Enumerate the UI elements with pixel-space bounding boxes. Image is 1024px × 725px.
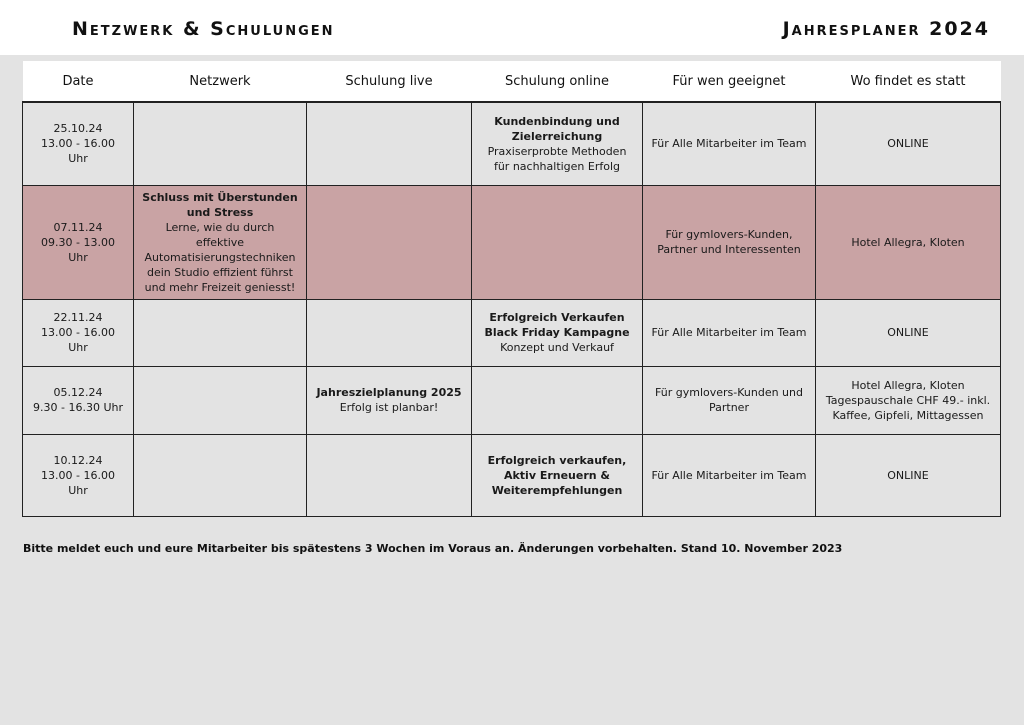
page-title: Netzwerk & Schulungen xyxy=(72,18,335,40)
schulung-online-cell xyxy=(472,434,643,516)
target-cell: Für Alle Mitarbeiter im Team xyxy=(643,434,816,516)
event-date: 05.12.24 xyxy=(53,386,103,399)
date-cell xyxy=(23,102,134,185)
schulung-live-cell xyxy=(307,366,472,434)
event-time: 9.30 - 16.30 Uhr xyxy=(33,401,123,414)
schulung-live-cell xyxy=(307,102,472,185)
location-cell: ONLINE xyxy=(816,102,1001,185)
schulung-live-cell xyxy=(307,299,472,366)
netzwerk-cell xyxy=(134,102,307,185)
column-header-schulung-online: Schulung online xyxy=(472,61,643,102)
target-cell: Für Alle Mitarbeiter im Team xyxy=(643,299,816,366)
column-header-location: Wo findet es statt xyxy=(816,61,1001,102)
session-description: Erfolg ist planbar! xyxy=(339,401,439,414)
target-cell: Für gymlovers-Kunden, Partner und Interessenten xyxy=(643,185,816,299)
date-cell xyxy=(23,366,134,434)
table-row xyxy=(23,102,1001,185)
table-row xyxy=(23,299,1001,366)
session-description: Konzept und Verkauf xyxy=(500,341,614,354)
schedule-table xyxy=(22,61,1001,517)
table-row-highlighted xyxy=(23,185,1001,299)
session-title: Erfolgreich Verkaufen Black Friday Kampagne xyxy=(484,311,630,339)
location-cell: Hotel Allegra, Kloten xyxy=(816,185,1001,299)
event-time: 13.00 - 16.00 Uhr xyxy=(41,468,115,497)
session-description: Praxiserprobte Methoden für nachhaltigen Erfolg xyxy=(487,144,627,173)
session-title: Jahreszielplanung 2025 xyxy=(316,386,462,399)
netzwerk-cell xyxy=(134,299,307,366)
event-time: 09.30 - 13.00 Uhr xyxy=(41,235,115,264)
table-row xyxy=(23,366,1001,434)
schulung-online-cell xyxy=(472,366,643,434)
column-header-netzwerk: Netzwerk xyxy=(134,61,307,102)
location-cell: ONLINE xyxy=(816,434,1001,516)
event-date: 10.12.24 xyxy=(53,453,103,467)
event-time: 13.00 - 16.00 Uhr xyxy=(41,326,115,354)
location-cell: Hotel Allegra, Kloten Tagespauschale CHF 49.- inkl. Kaffee, Gipfeli, Mittagessen xyxy=(816,366,1001,434)
schulung-live-cell xyxy=(307,185,472,299)
column-header-date: Date xyxy=(23,61,134,102)
column-header-target: Für wen geeignet xyxy=(643,61,816,102)
table-header-row xyxy=(23,61,1001,102)
footer-note: Bitte meldet euch und eure Mitarbeiter bis spätestens 3 Wochen im Voraus an. Änderungen vorbehalten. Stand 10. November 2023 xyxy=(23,542,843,555)
target-cell: Für gymlovers-Kunden und Partner xyxy=(643,366,816,434)
table-row xyxy=(23,434,1001,516)
event-date: 07.11.24 xyxy=(53,220,103,234)
event-date: 22.11.24 xyxy=(53,311,103,324)
netzwerk-cell xyxy=(134,434,307,516)
session-title: Kundenbindung und Zielerreichung xyxy=(494,114,620,143)
schulung-online-cell xyxy=(472,299,643,366)
schulung-live-cell xyxy=(307,434,472,516)
session-description: Lerne, wie du durch effektive Automatisierungstechniken dein Studio effizient führst und mehr Freizeit geniesst! xyxy=(144,220,296,294)
schulung-online-cell xyxy=(472,102,643,185)
session-title: Erfolgreich verkaufen, Aktiv Erneuern & Weiterempfehlungen xyxy=(487,453,627,497)
netzwerk-cell xyxy=(134,366,307,434)
header-bar xyxy=(0,0,1024,55)
date-cell xyxy=(23,434,134,516)
event-time: 13.00 - 16.00 Uhr xyxy=(41,137,115,166)
event-date: 25.10.24 xyxy=(53,122,103,136)
target-cell: Für Alle Mitarbeiter im Team xyxy=(643,102,816,185)
date-cell xyxy=(23,185,134,299)
netzwerk-cell xyxy=(134,185,307,299)
location-cell: ONLINE xyxy=(816,299,1001,366)
schulung-online-cell xyxy=(472,185,643,299)
session-title: Schluss mit Überstunden und Stress xyxy=(142,190,298,219)
date-cell xyxy=(23,299,134,366)
planner-title: Jahresplaner 2024 xyxy=(782,18,990,40)
column-header-schulung-live: Schulung live xyxy=(307,61,472,102)
